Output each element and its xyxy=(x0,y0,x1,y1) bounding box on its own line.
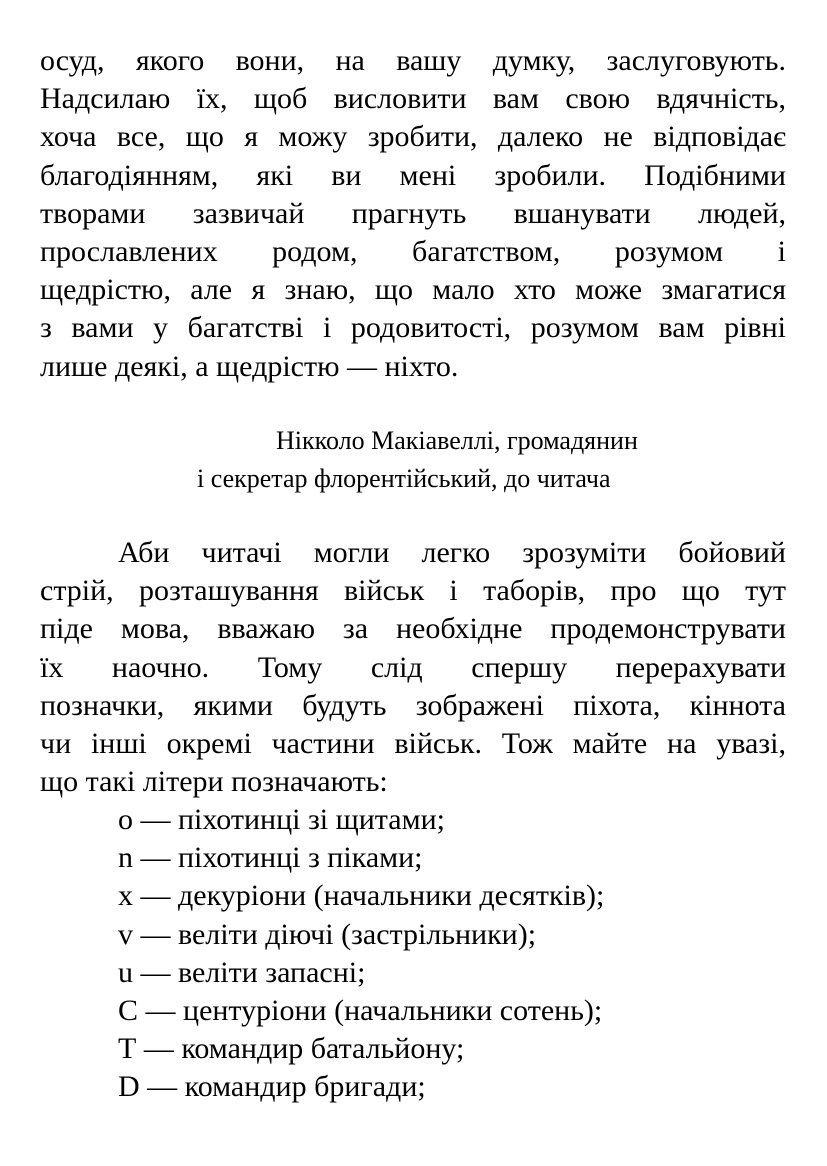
text-line: осуд, якого вони, на вашу думку, заслуговують. xyxy=(40,44,786,77)
text-line: лише деякі, а щедрістю — ніхто. xyxy=(40,349,459,383)
legend-item: n — піхотинці з піками; xyxy=(118,841,423,875)
symbol-legend-list xyxy=(118,801,798,1107)
text-line: Аби читачі могли легко зрозуміти бойовий xyxy=(118,536,786,569)
legend-item: D — командир бригади; xyxy=(118,1070,426,1104)
signature-line: Нікколо Макіавеллі, громадянин xyxy=(276,426,638,455)
legend-item: Т — командир батальйону; xyxy=(118,1032,465,1066)
text-line: піде мова, вважаю за необхідне продемонструвати xyxy=(40,612,786,646)
text-line: прославлених родом, багатством, розумом і xyxy=(40,234,786,268)
text-line: з вами у багатстві і родовитості, розумом вам рівні xyxy=(40,311,786,345)
text-line: чи інші окремі частини військ. Тож майте на увазі, xyxy=(40,726,786,760)
text-line: позначки, якими будуть зображені піхота, кіннота xyxy=(40,688,786,722)
legend-item: о — піхотинці зі щитами; xyxy=(118,803,445,836)
signature-heading xyxy=(40,422,786,497)
legend-item: u — веліти запасні; xyxy=(118,955,366,989)
text-line: благодіянням, які ви мені зробили. Подібними xyxy=(40,158,786,192)
legend-item: v — веліти діючі (застрільники); xyxy=(118,917,537,951)
text-line: хоча все, що я можу зробити, далеко не відповідає xyxy=(40,120,786,154)
paragraph-dedication-end xyxy=(40,42,786,386)
text-line: стрій, розташування військ і таборів, про що тут xyxy=(40,574,786,608)
signature-line: і секретар флорентійський, до читача xyxy=(197,463,611,493)
legend-item: х — декуріони (начальники десятків); xyxy=(118,879,605,913)
text-line: Надсилаю їх, щоб висловити вам свою вдячність, xyxy=(40,82,786,116)
legend-item: С — центуріони (начальники сотень); xyxy=(118,993,603,1027)
paragraph-to-reader xyxy=(40,534,786,801)
text-line: творами зазвичай прагнуть вшанувати людей, xyxy=(40,196,786,230)
text-line: що такі літери позначають: xyxy=(40,765,388,799)
text-line: щедрістю, але я знаю, що мало хто може змагатися xyxy=(40,273,786,307)
text-line: їх наочно. Тому слід спершу перерахувати xyxy=(40,650,786,684)
